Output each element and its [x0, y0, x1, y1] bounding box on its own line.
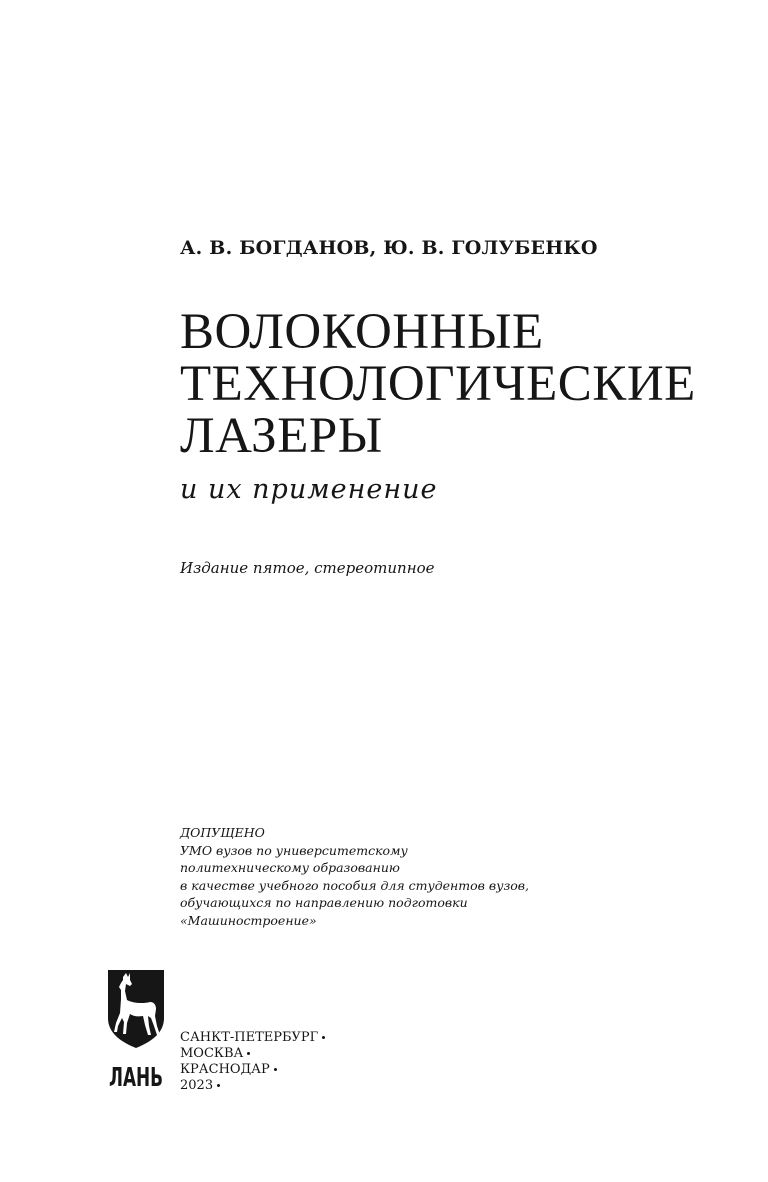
title-line-3: ЛАЗЕРЫ	[180, 408, 383, 464]
city-row	[180, 1046, 325, 1062]
publisher-logo	[106, 968, 166, 1092]
approval-line-5: обучающихся по направлению подготовки	[180, 895, 468, 910]
authors: А. В. БОГДАНОВ, Ю. В. ГОЛУБЕНКО	[180, 237, 598, 259]
approval-line-6: «Машиностроение»	[180, 912, 317, 928]
book-subtitle: и их применение	[180, 474, 438, 505]
cities-list	[180, 1030, 325, 1094]
city-1: САНКТ-ПЕТЕРБУРГ	[180, 1030, 319, 1045]
city-row	[180, 1030, 325, 1046]
separator-dot	[274, 1068, 277, 1071]
deer-icon	[106, 968, 166, 1092]
logo-text: ЛАНЬ	[109, 1063, 163, 1092]
city-row	[180, 1062, 325, 1078]
book-title	[180, 306, 740, 462]
approval-stamp	[180, 824, 529, 929]
approval-line-4: в качестве учебного пособия для студентов вузов,	[180, 877, 530, 893]
title-line-2: ТЕХНОЛОГИЧЕСКИЕ	[180, 356, 696, 412]
year: 2023	[180, 1078, 214, 1093]
city-3: КРАСНОДАР	[180, 1062, 270, 1077]
approval-line-2: УМО вузов по университетскому	[180, 842, 408, 858]
separator-dot	[247, 1052, 250, 1055]
year-row	[180, 1078, 325, 1094]
city-2: МОСКВА	[180, 1046, 244, 1061]
separator-dot	[322, 1036, 325, 1039]
edition-note: Издание пятое, стереотипное	[180, 559, 435, 577]
approval-line-3: политехническому образованию	[180, 860, 400, 875]
approval-line-1: ДОПУЩЕНО	[180, 825, 265, 840]
separator-dot	[217, 1084, 220, 1087]
title-line-1: ВОЛОКОННЫЕ	[180, 304, 544, 360]
